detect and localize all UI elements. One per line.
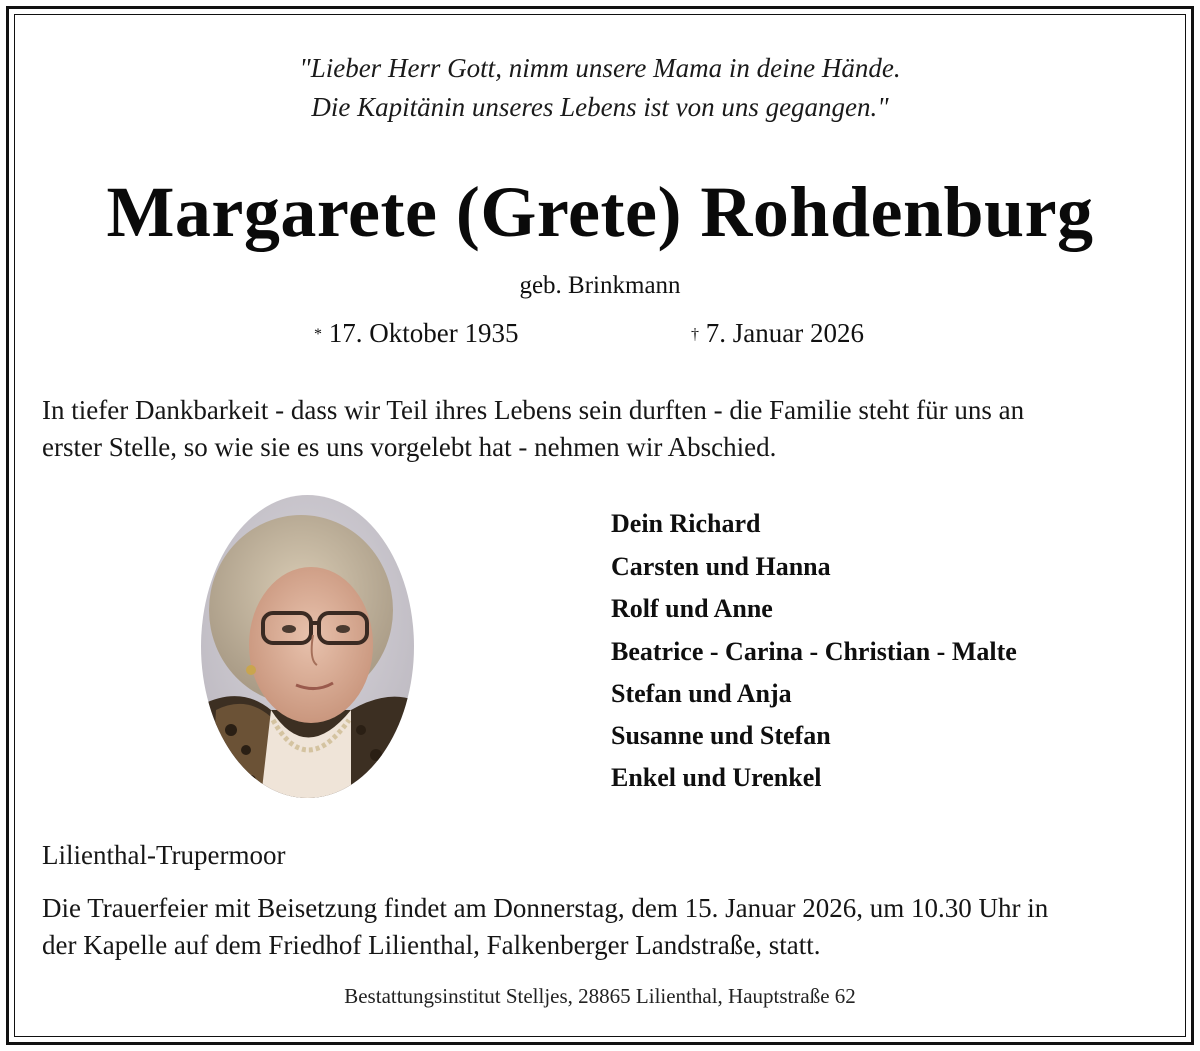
death-date: 7. Januar 2026: [705, 318, 864, 348]
mourner-line: Carsten und Hanna: [611, 552, 831, 581]
mourner-line: Susanne und Stefan: [611, 721, 831, 750]
funeral-info-line-2: der Kapelle auf dem Friedhof Lilienthal, Falkenberger Landstraße, statt.: [42, 930, 821, 960]
location: Lilienthal-Trupermoor: [42, 840, 286, 870]
mourner-line: Rolf und Anne: [611, 594, 773, 623]
mourner-line: Dein Richard: [611, 509, 761, 538]
portrait-photo: [201, 495, 414, 798]
mourner-line: Beatrice - Carina - Christian - Malte: [611, 637, 1017, 666]
deceased-name: Margarete (Grete) Rohdenburg: [106, 172, 1094, 252]
birth-date-line: [314, 316, 518, 350]
death-date-line: [691, 316, 864, 350]
quote-line-2: Die Kapitänin unseres Lebens ist von uns gegangen.": [311, 92, 889, 122]
quote-line-1: "Lieber Herr Gott, nimm unsere Mama in deine Hände.: [299, 53, 901, 83]
farewell-line-2: erster Stelle, so wie sie es uns vorgelebt hat - nehmen wir Abschied.: [42, 432, 777, 462]
farewell-line-1: In tiefer Dankbarkeit - dass wir Teil ihres Lebens sein durften - die Familie steht für uns an: [42, 395, 1025, 425]
undertaker-info: Bestattungsinstitut Stelljes, 28865 Lilienthal, Hauptstraße 62: [344, 984, 856, 1008]
death-cross-symbol: †: [691, 326, 699, 343]
birth-date: 17. Oktober 1935: [328, 318, 519, 348]
maiden-name: geb. Brinkmann: [519, 272, 681, 299]
funeral-info-line-1: Die Trauerfeier mit Beisetzung findet am Donnerstag, dem 15. Januar 2026, um 10.30 Uhr in: [42, 893, 1049, 923]
mourner-line: Stefan und Anja: [611, 679, 792, 708]
mourner-line: Enkel und Urenkel: [611, 763, 822, 792]
birth-star-symbol: *: [314, 326, 322, 343]
